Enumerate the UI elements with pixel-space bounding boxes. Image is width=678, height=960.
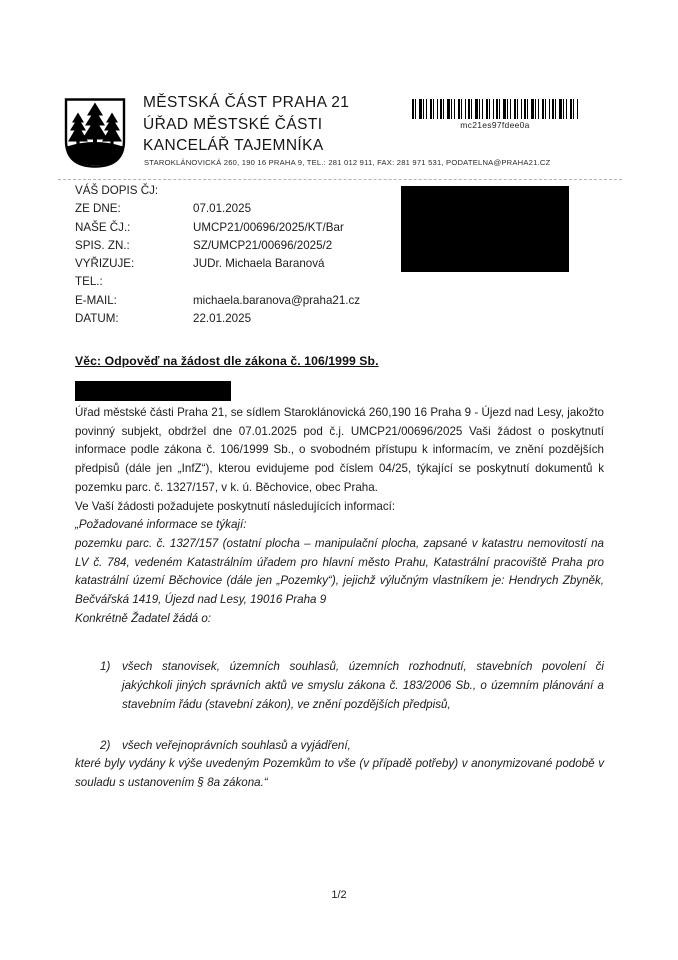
- list-item-text: všech stanovisek, územních souhlasů, územních rozhodnutí, stavebních povolení či jakýchkoli jiných správních aktů ve smyslu zákona č. 183/2006 Sb., o územním plánování a stavebním řádu (stavební zákon), ve znění pozdějších předpisů,: [122, 660, 604, 711]
- header-divider: [58, 179, 622, 180]
- meta-label: TEL.:: [75, 275, 103, 289]
- quote-closing: které byly vydány k výše uvedeným Pozemkům to vše (v případě potřeby) v anonymizované podobě v souladu s ustanovením § 8a zákona.“: [75, 757, 604, 789]
- meta-label: VYŘIZUJE:: [75, 257, 135, 271]
- meta-row-email: [75, 294, 360, 312]
- meta-row-vyrizuje: [75, 257, 360, 275]
- org-name-line2: ÚŘAD MĚSTSKÉ ČÁSTI: [143, 115, 323, 133]
- meta-value: SZ/UMCP21/00696/2025/2: [193, 238, 333, 252]
- meta-value: 22.01.2025: [193, 312, 252, 326]
- list-item-text: všech veřejnoprávních souhlasů a vyjádření,: [122, 738, 351, 752]
- list-item-1: [75, 658, 604, 714]
- page-number: 1/2: [331, 889, 347, 901]
- barcode-block: [412, 99, 578, 130]
- paragraph-request-lead: Ve Vaší žádosti požadujete poskytnutí následujících informací:: [75, 499, 396, 513]
- redaction-box-recipient: [75, 381, 231, 401]
- barcode-text: mc21es97fdee0a: [460, 120, 530, 130]
- meta-label: SPIS. ZN.:: [75, 238, 130, 252]
- letterhead: [143, 92, 349, 157]
- meta-label: VÁŠ DOPIS ČJ:: [75, 184, 159, 197]
- meta-label: E-MAIL:: [75, 293, 117, 307]
- list-item-2: [75, 737, 604, 756]
- meta-row-vas-dopis: [75, 184, 360, 202]
- list-item-number: 1): [100, 660, 111, 674]
- meta-value: 07.01.2025: [193, 202, 252, 216]
- meta-value: JUDr. Michaela Baranová: [193, 257, 325, 271]
- letterhead-contact-line: STAROKLÁNOVICKÁ 260, 190 16 PRAHA 9, TEL.: 281 012 911, FAX: 281 971 531, PODATELNA@PRAHA21.CZ: [144, 158, 551, 167]
- meta-row-tel: [75, 275, 360, 293]
- quote-parcel-description: pozemku parc. č. 1327/157 (ostatní plocha – manipulační plocha, zapsané v katastru nemovitostí na LV č. 784, vedeném Katastrálním úřadem pro hlavní město Prahu, Katastrální pracoviště Praha pro katastrální území Běchovice (dále jen „Pozemky“), jejichž výlučným vlastníkem je: Hendrych Zbyněk, Bečvářská 1419, Újezd nad Lesy, 19016 Praha 9: [75, 536, 604, 607]
- coat-of-arms-logo: [62, 96, 128, 170]
- quote-intro: „Požadované informace se týkají:: [75, 518, 247, 532]
- letter-body: [75, 404, 604, 793]
- barcode-icon: [412, 99, 578, 119]
- quote-request-lead: Konkrétně Žadatel žádá o:: [75, 611, 211, 625]
- list-item-number: 2): [100, 738, 111, 752]
- meta-label: DATUM:: [75, 312, 119, 326]
- org-name-line3: KANCELÁŘ TAJEMNÍKA: [143, 137, 324, 154]
- meta-label: ZE DNE:: [75, 202, 121, 216]
- meta-row-datum: [75, 312, 360, 330]
- meta-label: NAŠE ČJ.:: [75, 220, 131, 234]
- meta-row-ze-dne: [75, 202, 360, 220]
- org-name-line1: MĚSTSKÁ ČÁST PRAHA 21: [143, 94, 350, 111]
- meta-value: UMCP21/00696/2025/KT/Bar: [193, 220, 344, 234]
- redaction-box-address: [401, 186, 569, 272]
- subject-line: Věc: Odpověď na žádost dle zákona č. 106/1999 Sb.: [75, 354, 379, 368]
- paragraph-intro: Úřad městské části Praha 21, se sídlem Staroklánovická 260,190 16 Praha 9 - Újezd nad Lesy, jakožto povinný subjekt, obdržel dne 07.01.2025 pod č.j. UMCP21/00696/2025 Vaši žádost o poskytnutí informace podle zákona č. 106/1999 Sb., o svobodném přístupu k informacím, ve znění pozdějších předpisů (dále jen „InfZ“), kterou evidujeme pod číslem 04/25, týkající se poskytnutí dokumentů k pozemku parc. č. 1327/157, v k. ú. Běchovice, obec Praha.: [75, 406, 604, 494]
- letter-metadata: [75, 184, 360, 330]
- meta-row-nase-cj: [75, 221, 360, 239]
- meta-row-spis-zn: [75, 239, 360, 257]
- meta-value: michaela.baranova@praha21.cz: [193, 293, 361, 307]
- request-list: [75, 658, 604, 755]
